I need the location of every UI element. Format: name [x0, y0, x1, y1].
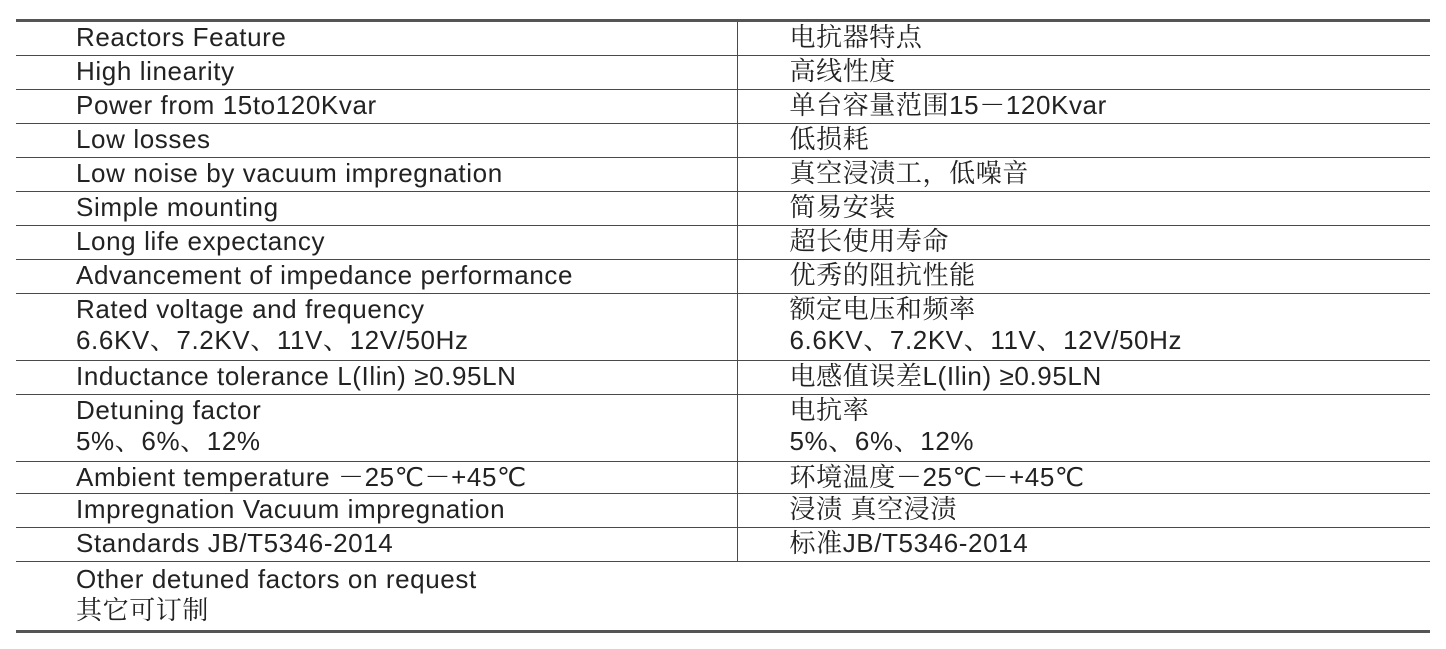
cell-zh — [737, 226, 1430, 260]
cell-text: 高线性度 — [789, 56, 896, 86]
cell-text: 电抗率 — [789, 395, 870, 425]
footer-note-en: Other detuned factors on request — [76, 564, 477, 594]
cell-zh — [737, 158, 1430, 192]
cell-en — [16, 260, 737, 294]
table-row — [16, 21, 1430, 56]
cell-zh — [737, 90, 1430, 124]
cell-en — [16, 226, 737, 260]
table-row — [16, 158, 1430, 192]
table-row — [16, 395, 1430, 462]
cell-text: 标准JB/T5346-2014 — [789, 528, 1029, 558]
cell-en — [16, 294, 737, 361]
cell-text: 简易安装 — [789, 192, 896, 222]
cell-en — [16, 528, 737, 562]
cell-text: Standards JB/T5346-2014 — [76, 528, 394, 558]
cell-text: Reactors Feature — [76, 22, 287, 52]
cell-text: Impregnation Vacuum impregnation — [76, 494, 506, 524]
cell-text: 超长使用寿命 — [789, 226, 950, 256]
cell-en — [16, 124, 737, 158]
table-footer-row — [16, 562, 1430, 632]
table-row — [16, 192, 1430, 226]
cell-text: Low losses — [76, 124, 211, 154]
table-row — [16, 124, 1430, 158]
footer-note — [16, 562, 1430, 632]
cell-zh — [737, 462, 1430, 494]
cell-text: High linearity — [76, 56, 235, 86]
cell-text: 单台容量范围15－120Kvar — [789, 90, 1107, 120]
footer-note-zh: 其它可订制 — [76, 595, 210, 625]
cell-text: 5%、6%、12% — [789, 426, 975, 456]
cell-text: Ambient temperature －25℃－+45℃ — [76, 462, 527, 492]
cell-en — [16, 462, 737, 494]
table-row — [16, 462, 1430, 494]
table-row — [16, 260, 1430, 294]
table-row — [16, 528, 1430, 562]
cell-text: Inductance tolerance L(Ilin) ≥0.95LN — [76, 361, 517, 391]
cell-zh — [737, 395, 1430, 462]
table-row — [16, 226, 1430, 260]
cell-text: Advancement of impedance performance — [76, 260, 574, 290]
cell-text: 优秀的阻抗性能 — [789, 260, 976, 290]
cell-en — [16, 158, 737, 192]
cell-zh — [737, 294, 1430, 361]
cell-text: Detuning factor — [76, 395, 262, 425]
cell-zh — [737, 361, 1430, 395]
cell-zh — [737, 56, 1430, 90]
cell-en — [16, 21, 737, 56]
cell-en — [16, 192, 737, 226]
table-row — [16, 90, 1430, 124]
cell-text: 电感值误差L(Ilin) ≥0.95LN — [789, 361, 1102, 391]
cell-text: 电抗器特点 — [789, 22, 923, 52]
cell-text: Low noise by vacuum impregnation — [76, 158, 503, 188]
cell-en — [16, 395, 737, 462]
table-row — [16, 294, 1430, 361]
cell-text: 6.6KV、7.2KV、11V、12V/50Hz — [789, 325, 1183, 355]
cell-text: Long life expectancy — [76, 226, 326, 256]
table-row — [16, 56, 1430, 90]
cell-zh — [737, 21, 1430, 56]
cell-text: 额定电压和频率 — [789, 294, 976, 324]
cell-text: Rated voltage and frequency — [76, 294, 425, 324]
cell-text: Simple mounting — [76, 192, 279, 222]
cell-zh — [737, 124, 1430, 158]
reactor-spec-table — [16, 19, 1430, 633]
cell-en — [16, 361, 737, 395]
cell-zh — [737, 260, 1430, 294]
table-row — [16, 494, 1430, 528]
cell-text: 环境温度－25℃－+45℃ — [789, 462, 1085, 492]
cell-en — [16, 90, 737, 124]
cell-zh — [737, 494, 1430, 528]
table-row — [16, 361, 1430, 395]
cell-text: Power from 15to120Kvar — [76, 90, 377, 120]
cell-text: 真空浸渍工，低噪音 — [789, 158, 1029, 188]
cell-text: 6.6KV、7.2KV、11V、12V/50Hz — [76, 325, 469, 355]
cell-text: 浸渍 真空浸渍 — [789, 494, 957, 524]
cell-text: 低损耗 — [789, 124, 870, 154]
cell-zh — [737, 528, 1430, 562]
cell-zh — [737, 192, 1430, 226]
cell-text: 5%、6%、12% — [76, 426, 261, 456]
cell-en — [16, 56, 737, 90]
cell-en — [16, 494, 737, 528]
